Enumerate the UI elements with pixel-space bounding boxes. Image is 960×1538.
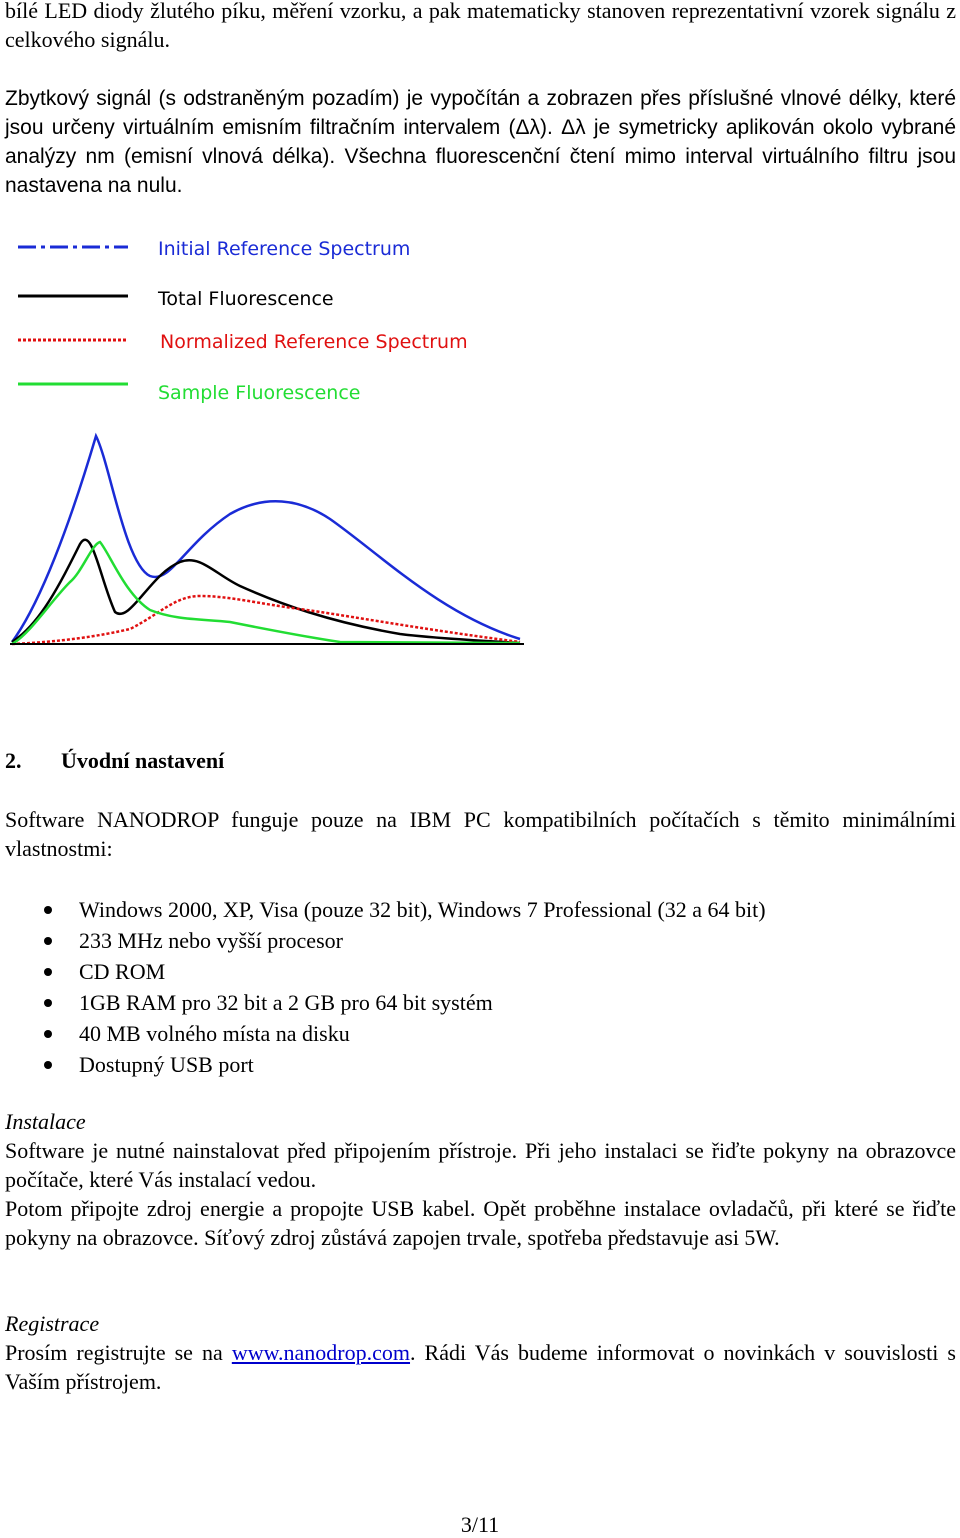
- bullet-icon: [44, 999, 52, 1007]
- requirements-list: [0, 894, 766, 1080]
- figure-legend: [18, 238, 468, 404]
- legend-label-normalized-reference: Normalized Reference Spectrum: [160, 331, 468, 353]
- bullet-icon: [44, 937, 52, 945]
- list-item: 40 MB volného místa na disku: [0, 1018, 766, 1049]
- list-item: CD ROM: [0, 956, 766, 987]
- page-number: 3/11: [460, 1512, 500, 1537]
- list-item: Dostupný USB port: [0, 1049, 766, 1080]
- section-number: 2.: [5, 748, 22, 773]
- curve-sample-fluorescence: [12, 542, 520, 644]
- install-heading: Instalace: [5, 1109, 86, 1134]
- registration-heading: Registrace: [5, 1311, 100, 1336]
- legend-label-sample-fluorescence: Sample Fluorescence: [158, 382, 361, 404]
- section-title: Úvodní nastavení: [61, 748, 225, 773]
- legend-entry-sample-fluorescence: [18, 382, 360, 404]
- bullet-icon: [44, 1030, 52, 1038]
- bullet-icon: [44, 968, 52, 976]
- legend-label-total-fluorescence: Total Fluorescence: [158, 288, 334, 310]
- residual-paragraph: Zbytkový signál (s odstraněným pozadím) je vypočítán a zobrazen přes příslušné vlnové délky, které jsou určeny virtuálním emisním filtračním intervalem (Δλ). Δλ je symetricky aplikován okolo vybrané analýzy nm (emisní vlnová délka). Všechna fluorescenční čtení mimo interval virtuálního filtru jsou nastavena na nulu.: [5, 87, 956, 197]
- intro-paragraph: bílé LED diody žlutého píku, měření vzorku, a pak matematicky stanoven reprezentativní vzorek signálu z celkového signálu.: [5, 0, 956, 52]
- install-paragraph-1: Software je nutné nainstalovat před připojením přístroje. Při jeho instalaci se řiďte pokyny na obrazovce počítače, které Vás instalací vedou.: [5, 1138, 956, 1192]
- software-requirements-intro: Software NANODROP funguje pouze na IBM PC kompatibilních počítačích s těmito minimálními vlastnostmi:: [5, 807, 956, 861]
- list-item: 233 MHz nebo vyšší procesor: [0, 925, 766, 956]
- curve-initial-reference: [12, 436, 520, 642]
- install-paragraph-2: Potom připojte zdroj energie a propojte USB kabel. Opět proběhne instalace ovladačů, při které se řiďte pokyny na obrazovce. Síťový zdroj zůstává zapojen trvale, spotřeba představuje asi 5W.: [5, 1196, 956, 1250]
- bullet-icon: [44, 1061, 52, 1069]
- list-item: 1GB RAM pro 32 bit a 2 GB pro 64 bit systém: [0, 987, 766, 1018]
- bullet-icon: [44, 906, 52, 914]
- spectrum-figure: [0, 224, 540, 654]
- legend-entry-initial-reference: [18, 238, 410, 260]
- nanodrop-link[interactable]: www.nanodrop.com: [231, 1340, 411, 1365]
- legend-label-initial-reference: Initial Reference Spectrum: [158, 238, 411, 260]
- legend-entry-total-fluorescence: [18, 288, 334, 310]
- section-heading: [5, 748, 224, 774]
- legend-entry-normalized-reference: [18, 331, 468, 353]
- list-item: Windows 2000, XP, Visa (pouze 32 bit), Windows 7 Professional (32 a 64 bit): [0, 894, 766, 925]
- registration-paragraph: Prosím registrujte se na www.nanodrop.com. Rádi Vás budeme informovat o novinkách v souvislosti s Vaším přístrojem.: [5, 1340, 956, 1394]
